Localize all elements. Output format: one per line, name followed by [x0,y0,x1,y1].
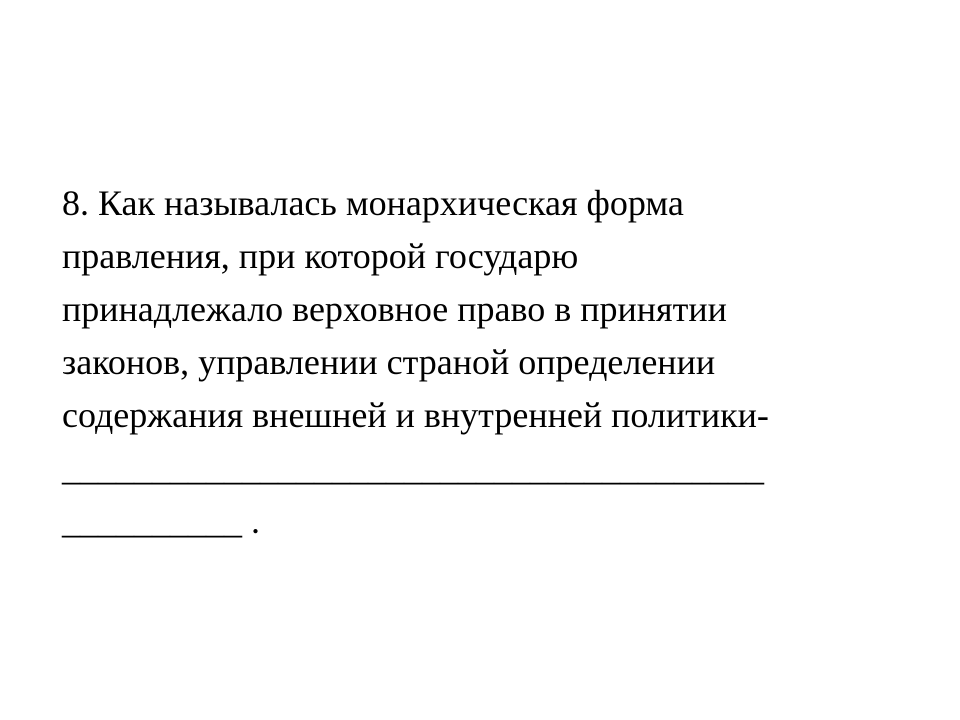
answer-blank-line-1: _______________________________________ [62,448,764,488]
question-line-5: содержания внешней и внутренней политики- [62,395,769,435]
answer-blank-line-2: __________ . [62,501,260,541]
question-line-1: 8. Как называлась монархическая форма [62,183,684,223]
question-line-3: принадлежало верховное право в принятии [62,289,727,329]
question-text [62,177,922,548]
question-line-4: законов, управлении страной определении [62,342,716,382]
question-line-2: правления, при которой государю [62,236,579,276]
